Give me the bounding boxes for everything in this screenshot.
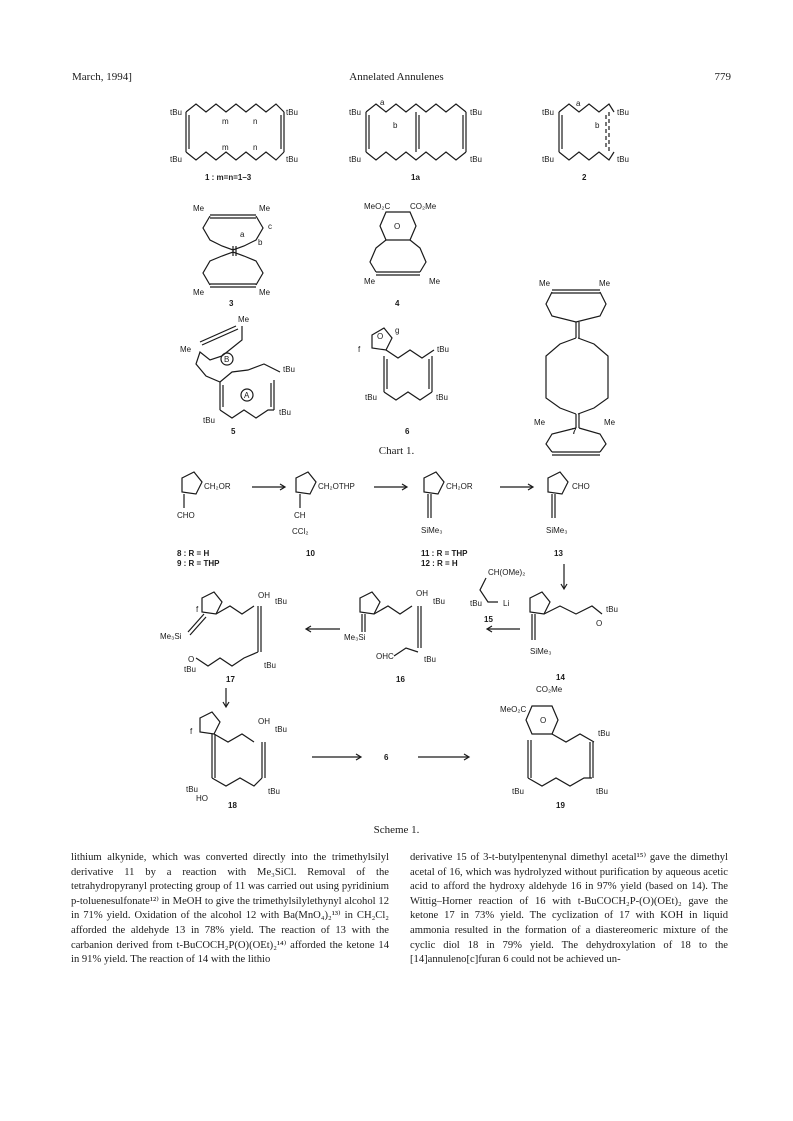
svg-text:tBu: tBu <box>598 729 611 738</box>
structure-4 <box>364 202 441 308</box>
svg-text:a: a <box>380 98 385 107</box>
svg-text:MeO₂C: MeO₂C <box>500 705 527 714</box>
svg-text:O: O <box>540 716 547 725</box>
svg-text:Me: Me <box>180 345 192 354</box>
svg-text:tBu: tBu <box>470 599 483 608</box>
svg-text:Me: Me <box>238 315 250 324</box>
svg-text:g: g <box>395 326 400 335</box>
svg-text:14: 14 <box>556 673 565 682</box>
svg-text:Me: Me <box>539 279 551 288</box>
svg-text:tBu: tBu <box>617 108 630 117</box>
svg-text:c: c <box>268 222 272 231</box>
scheme-compound-14 <box>530 592 618 682</box>
compound-label-1: 1 : m=n=1–3 <box>205 173 252 182</box>
svg-text:Me: Me <box>259 204 271 213</box>
svg-text:CHO: CHO <box>572 482 590 491</box>
compound-label-6-scheme: 6 <box>384 753 389 762</box>
svg-text:9 : R = THP: 9 : R = THP <box>177 559 220 568</box>
structure-7 <box>534 279 616 455</box>
svg-text:tBu: tBu <box>286 155 299 164</box>
structure-6 <box>358 326 449 436</box>
svg-text:n: n <box>253 143 258 152</box>
svg-text:13: 13 <box>554 549 563 558</box>
svg-text:OHC: OHC <box>376 652 394 661</box>
svg-text:CH₂OR: CH₂OR <box>204 482 231 491</box>
svg-text:CH₂OTHP: CH₂OTHP <box>318 482 355 491</box>
svg-text:17: 17 <box>226 675 235 684</box>
page-number: 779 <box>714 71 731 83</box>
svg-text:tBu: tBu <box>349 155 362 164</box>
svg-text:tBu: tBu <box>264 661 277 670</box>
svg-text:b: b <box>393 121 398 130</box>
svg-text:tBu: tBu <box>542 155 555 164</box>
svg-text:SiMe₃: SiMe₃ <box>421 526 443 535</box>
scheme-compound-18 <box>186 712 287 810</box>
svg-text:O: O <box>188 655 195 664</box>
svg-text:11 : R = THP: 11 : R = THP <box>421 549 468 558</box>
svg-text:O: O <box>596 619 603 628</box>
svg-text:Me: Me <box>193 288 205 297</box>
svg-text:15: 15 <box>484 615 493 624</box>
svg-text:19: 19 <box>556 801 565 810</box>
svg-text:f: f <box>196 605 199 614</box>
svg-text:tBu: tBu <box>606 605 619 614</box>
svg-text:tBu: tBu <box>286 108 299 117</box>
svg-text:tBu: tBu <box>512 787 525 796</box>
svg-text:HO: HO <box>196 794 208 803</box>
svg-text:Me₃Si: Me₃Si <box>160 632 182 641</box>
compound-label-6: 6 <box>405 427 410 436</box>
svg-text:tBu: tBu <box>184 665 197 674</box>
svg-text:B: B <box>224 355 230 364</box>
svg-text:tBu: tBu <box>268 787 281 796</box>
svg-text:tBu: tBu <box>617 155 630 164</box>
scheme-compound-17 <box>160 591 287 684</box>
svg-text:Me: Me <box>364 277 376 286</box>
body-column-left <box>71 851 389 968</box>
svg-text:OH: OH <box>258 717 270 726</box>
svg-text:Me: Me <box>534 418 546 427</box>
scheme-compound-10 <box>292 472 355 558</box>
svg-text:tBu: tBu <box>170 108 183 117</box>
compound-label-5: 5 <box>231 427 236 436</box>
scheme-compound-19 <box>500 685 610 810</box>
svg-text:tBu: tBu <box>470 108 483 117</box>
scheme-compound-15 <box>470 568 525 624</box>
structure-3 <box>193 204 272 308</box>
svg-text:f: f <box>358 345 361 354</box>
compound-label-1a: 1a <box>411 173 420 182</box>
svg-text:SiMe₃: SiMe₃ <box>546 526 568 535</box>
svg-text:A: A <box>244 391 250 400</box>
compound-label-4: 4 <box>395 299 400 308</box>
svg-text:OH: OH <box>258 591 270 600</box>
svg-text:CO₂Me: CO₂Me <box>536 685 563 694</box>
svg-text:tBu: tBu <box>349 108 362 117</box>
svg-text:SiMe₃: SiMe₃ <box>530 647 552 656</box>
svg-text:Me: Me <box>599 279 611 288</box>
compound-label-2: 2 <box>582 173 587 182</box>
svg-text:tBu: tBu <box>433 597 446 606</box>
svg-text:CHO: CHO <box>177 511 195 520</box>
structure-1 <box>170 104 298 182</box>
svg-text:8 : R = H: 8 : R = H <box>177 549 210 558</box>
svg-text:MeO₂C: MeO₂C <box>364 202 391 211</box>
svg-text:tBu: tBu <box>203 416 216 425</box>
svg-text:b: b <box>595 121 600 130</box>
body-paragraph: derivative 15 of 3-t-butylpentenynal dimethyl acetal¹⁵⁾ gave the dimethyl acetal of 16, which was hydrolyzed without purification by aqueous acetic acid to afford the hydroxy aldehyde 16 in 97% yield (based on 14). The Wittig–Horner reaction of 16 with t-BuCOCH₂P-(O)(OEt)₂ gave the ketone 17 in 73% yield. The cyclization of 17 with KOH in liquid ammonia resulted in the formation of a diastereomeric mixture of the cyclic diol 18 in 79% yield. The dehydroxylation of 18 to the [14]annuleno[c]furan 6 could not be achieved un- <box>410 852 728 966</box>
svg-text:CH: CH <box>294 511 306 520</box>
svg-text:OH: OH <box>416 589 428 598</box>
structure-5 <box>180 315 295 436</box>
svg-text:CO₂Me: CO₂Me <box>410 202 437 211</box>
svg-text:O: O <box>394 222 401 231</box>
svg-text:tBu: tBu <box>365 393 378 402</box>
running-header-date: March, 1994] <box>72 71 132 83</box>
svg-text:m: m <box>222 143 229 152</box>
svg-text:Me: Me <box>193 204 205 213</box>
svg-text:tBu: tBu <box>437 345 450 354</box>
svg-text:tBu: tBu <box>283 365 296 374</box>
svg-text:Me: Me <box>259 288 271 297</box>
svg-text:CH₂OR: CH₂OR <box>446 482 473 491</box>
svg-text:tBu: tBu <box>596 787 609 796</box>
svg-text:tBu: tBu <box>275 597 288 606</box>
body-column-right <box>410 851 728 968</box>
svg-text:12 : R = H: 12 : R = H <box>421 559 458 568</box>
svg-text:tBu: tBu <box>275 725 288 734</box>
svg-text:CCl₂: CCl₂ <box>292 527 309 536</box>
svg-text:tBu: tBu <box>170 155 183 164</box>
svg-text:m: m <box>222 117 229 126</box>
svg-text:16: 16 <box>396 675 405 684</box>
svg-text:O: O <box>377 332 384 341</box>
compound-label-7: 7 <box>572 427 577 436</box>
svg-text:tBu: tBu <box>436 393 449 402</box>
svg-text:tBu: tBu <box>470 155 483 164</box>
svg-text:10: 10 <box>306 549 315 558</box>
svg-text:n: n <box>253 117 258 126</box>
svg-text:a: a <box>240 230 245 239</box>
compound-label-3: 3 <box>229 299 234 308</box>
svg-text:tBu: tBu <box>279 408 292 417</box>
body-paragraph: lithium alkynide, which was converted directly into the trimethylsilyl derivative 11 by a reaction with Me₃SiCl. Removal of the tetrahydropyranyl protecting group of 11 was carried out using pyridinium p-toluenesulfonate¹²⁾ in MeOH to give the trimethylsilylethynyl alcohol 12 in 71% yield. Oxidation of the alcohol 12 with Ba(MnO₄)₂¹³⁾ in CH₂Cl₂ afforded the aldehyde 13 in 78% yield. The reaction of 13 with the carbanion derived from t-BuCOCH₂P(O)(OEt)₂¹⁴⁾ afforded the ketone 14 in 91% yield. The reaction of 14 with the lithio <box>71 852 389 966</box>
svg-text:tBu: tBu <box>186 785 199 794</box>
svg-text:Li: Li <box>503 599 510 608</box>
chart-caption: Chart 1. <box>378 445 415 457</box>
scheme-compound-11 <box>421 472 473 568</box>
scheme-compound-8 <box>177 472 231 568</box>
svg-text:b: b <box>258 238 263 247</box>
scheme-caption: Scheme 1. <box>373 824 420 836</box>
svg-text:CH(OMe)₂: CH(OMe)₂ <box>488 568 526 577</box>
svg-text:Me: Me <box>604 418 616 427</box>
running-header-title: Annelated Annulenes <box>349 71 444 83</box>
structure-1a <box>349 98 482 182</box>
svg-text:Me: Me <box>429 277 441 286</box>
scheme-compound-16 <box>344 589 445 684</box>
scheme-compound-13 <box>546 472 590 558</box>
svg-text:f: f <box>190 727 193 736</box>
svg-text:tBu: tBu <box>542 108 555 117</box>
structure-2 <box>542 99 629 182</box>
svg-text:tBu: tBu <box>424 655 437 664</box>
svg-text:a: a <box>576 99 581 108</box>
svg-text:18: 18 <box>228 801 237 810</box>
svg-text:Me₃Si: Me₃Si <box>344 633 366 642</box>
